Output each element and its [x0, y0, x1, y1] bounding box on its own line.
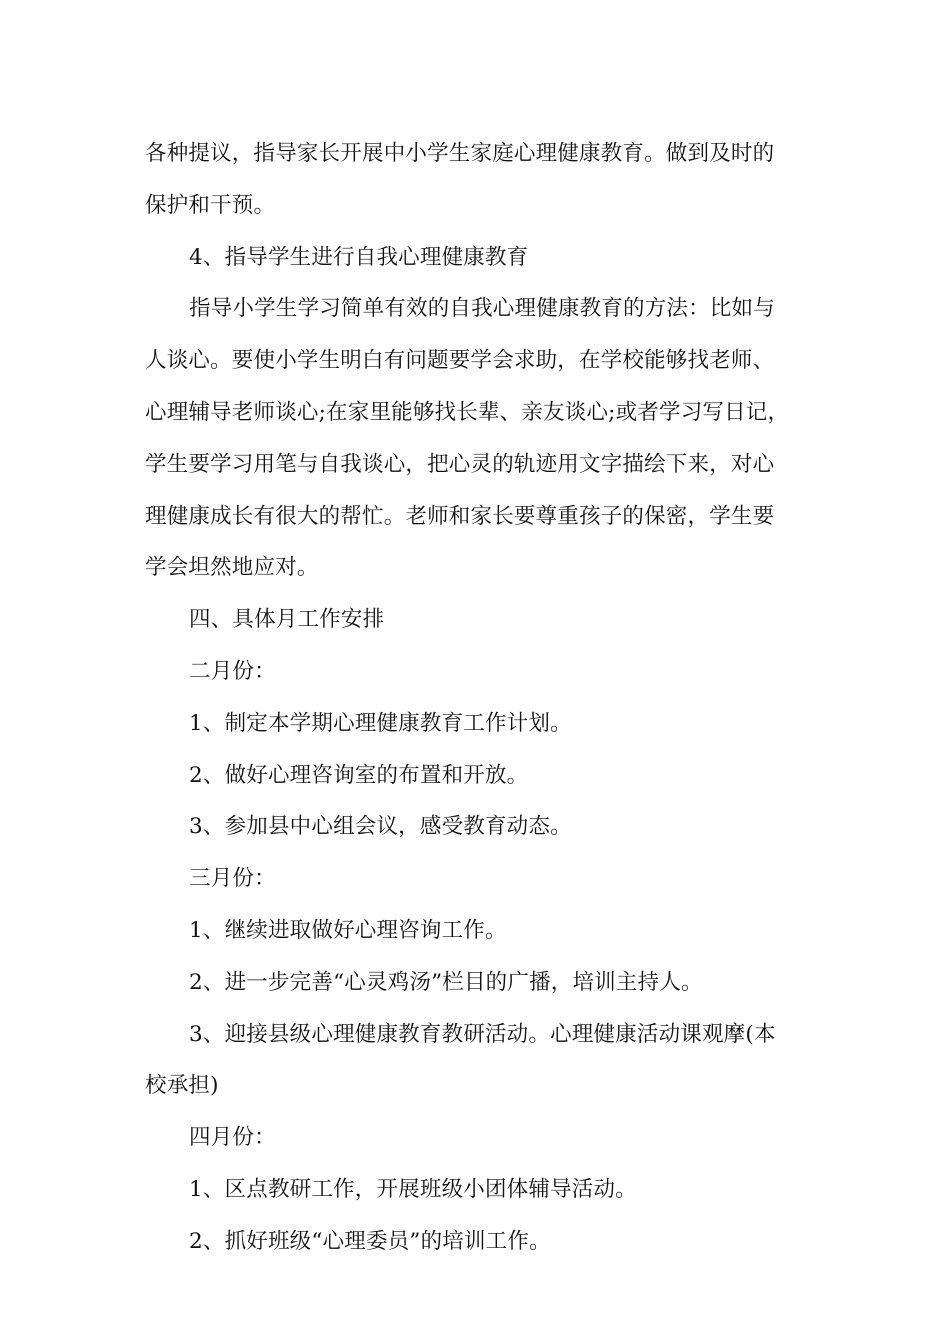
list-item: 2、抓好班级“心理委员”的培训工作。 — [189, 1228, 551, 1254]
list-item: 2、做好心理咨询室的布置和开放。 — [189, 762, 529, 788]
list-item: 2、进一步完善“心灵鸡汤”栏目的广播，培训主持人。 — [189, 969, 703, 995]
text-line: 学会坦然地应对。 — [145, 555, 319, 581]
list-item: 3、迎接县级心理健康教育教研活动。心理健康活动课观摩(本 — [189, 1021, 776, 1047]
text-line: 理健康成长有很大的帮忙。老师和家长要尊重孩子的保密，学生要 — [145, 503, 775, 529]
section-heading: 4、指导学生进行自我心理健康教育 — [189, 244, 529, 270]
month-heading: 二月份： — [189, 658, 276, 684]
text-line: 指导小学生学习简单有效的自我心理健康教育的方法：比如与 — [189, 296, 775, 322]
list-item: 1、继续进取做好心理咨询工作。 — [189, 917, 507, 943]
list-item: 1、区点教研工作，开展班级小团体辅导活动。 — [189, 1176, 637, 1202]
text-line: 心理辅导老师谈心;在家里能够找长辈、亲友谈心;或者学习写日记， — [145, 399, 790, 425]
text-line: 校承担) — [145, 1073, 219, 1099]
text-line: 学生要学习用笔与自我谈心，把心灵的轨迹用文字描绘下来，对心 — [145, 451, 775, 477]
text-line: 各种提议，指导家长开展中小学生家庭心理健康教育。做到及时的 — [145, 141, 775, 166]
month-heading: 三月份： — [189, 866, 276, 892]
text-line: 保护和干预。 — [145, 192, 276, 218]
list-item: 3、参加县中心组会议，感受教育动态。 — [189, 814, 572, 840]
document-body — [145, 128, 815, 1268]
list-item: 1、制定本学期心理健康教育工作计划。 — [189, 710, 572, 736]
month-heading: 四月份： — [189, 1125, 276, 1151]
section-heading: 四、具体月工作安排 — [189, 607, 385, 633]
text-line: 人谈心。要使小学生明白有问题要学会求助，在学校能够找老师、 — [145, 348, 775, 374]
